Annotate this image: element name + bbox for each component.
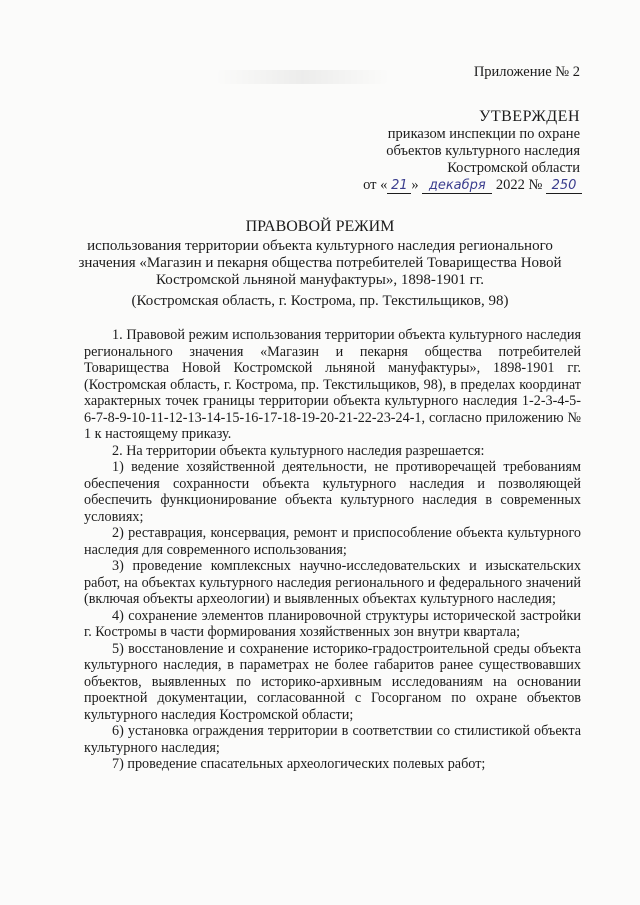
scan-artifact — [215, 70, 390, 84]
order-day-handwritten: 21 — [387, 178, 411, 194]
title-location: (Костромская область, г. Кострома, пр. Текстильщиков, 98) — [131, 293, 509, 309]
order-from-label: от « — [363, 177, 388, 193]
order-year-label: 2022 № — [495, 177, 543, 193]
list-item-2: 2) реставрация, консервация, ремонт и приспособление объекта культурного наследия для современного использования; — [84, 525, 581, 558]
document-title: ПРАВОВОЙ РЕЖИМ — [245, 218, 395, 235]
order-number-handwritten: 250 — [546, 178, 582, 194]
list-item-6: 6) установка ограждения территории в соответствии со стилистикой объекта культурного наследия; — [84, 723, 581, 756]
paragraph-2: 2. На территории объекта культурного наследия разрешается: — [112, 442, 485, 459]
document-body — [84, 327, 581, 773]
order-date-number — [363, 177, 582, 194]
paragraph-1: 1. Правовой режим использования территории объекта культурного наследия регионального значения «Магазин и пекарня общества потребителей Товарищества Новой Костромской льняной мануфактуры», 1898-1901 гг. (Костромская область, г. Кострома, пр. Текстильщиков, 98), в пределах координат характерных точек границы территории объекта культурного наследия 1-2-3-4-5-6-7-8-9-10-11-12-13-14-15-16-17-18-19-20-21-22-23-24-1, согласно приложению № 1 к настоящему приказу. — [84, 327, 581, 442]
list-item-3: 3) проведение комплексных научно-исследовательских и изыскательских работ, на объектах культурного наследия регионального и федерального значений (включая объекты археологии) и выявленных объектах культурного наследия; — [84, 558, 581, 607]
order-month-handwritten: декабря — [422, 178, 492, 194]
title-line-3: Костромской льняной мануфактуры», 1898-1901 гг. — [156, 272, 484, 288]
appendix-label: Приложение № 2 — [473, 64, 580, 80]
order-line-3: Костромской области — [447, 160, 580, 176]
list-item-1: 1) ведение хозяйственной деятельности, не противоречащей требованиям обеспечения сохранности объекта культурного наследия и позволяющей обеспечить функционирование объекта культурного наследия в современных условиях; — [84, 459, 581, 525]
order-line-2: объектов культурного наследия — [386, 143, 580, 159]
order-quote-close: » — [411, 177, 419, 193]
approved-heading: УТВЕРЖДЕН — [479, 108, 580, 125]
list-item-7: 7) проведение спасательных археологических полевых работ; — [112, 756, 486, 772]
list-item-4: 4) сохранение элементов планировочной структуры исторической застройки г. Костромы в части формирования хозяйственных зон внутри квартала; — [84, 607, 581, 640]
title-line-2: значения «Магазин и пекарня общества потребителей Товарищества Новой — [78, 255, 562, 271]
title-line-1: использования территории объекта культурного наследия регионального — [87, 238, 553, 254]
list-item-5: 5) восстановление и сохранение историко-градостроительной среды объекта культурного наследия, в параметрах не более габаритов ранее существовавших объектов, выявленных по историко-архивным исследованиям на основании проектной документации, согласованной с Госорганом по охране объектов культурного наследия Костромской области; — [84, 640, 581, 723]
order-line-1: приказом инспекции по охране — [387, 126, 580, 142]
